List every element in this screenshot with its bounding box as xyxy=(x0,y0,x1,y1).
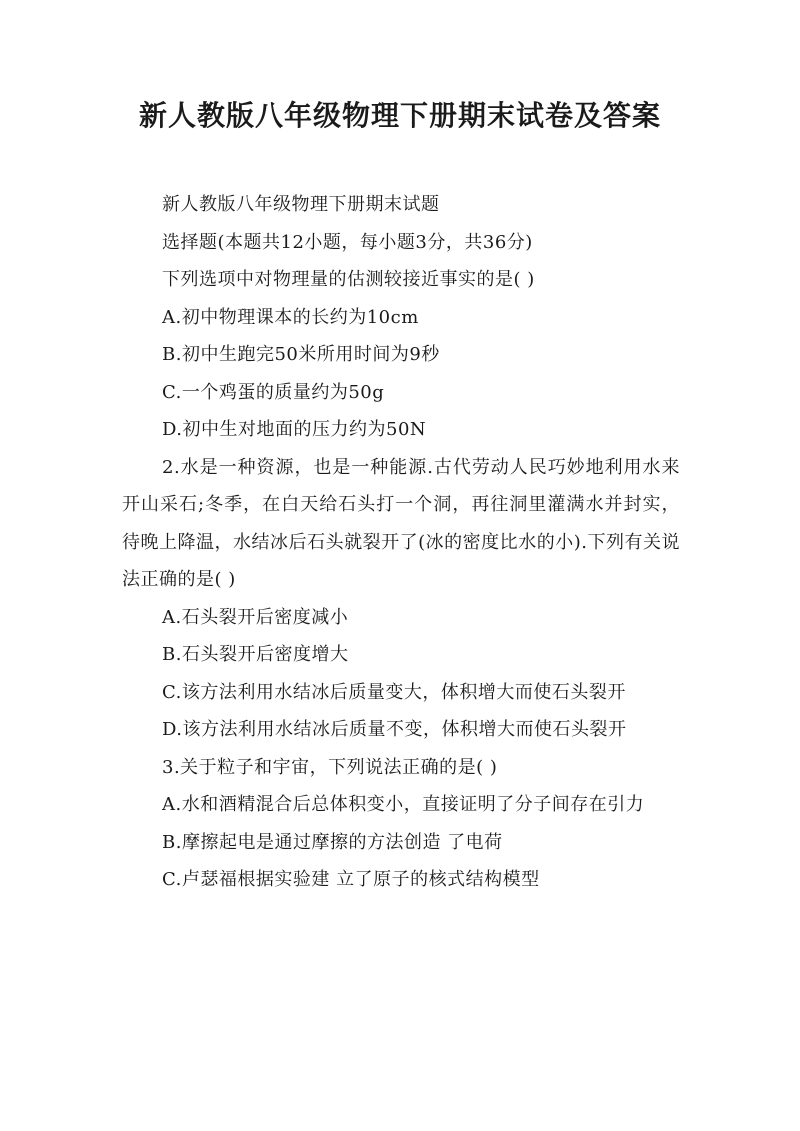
question-1-option-b: B.初中生跑完50米所用时间为9秒 xyxy=(162,344,440,365)
document-body xyxy=(122,186,680,899)
question-2-option-a: A.石头裂开后密度减小 xyxy=(162,606,349,628)
question-3-option-b: B.摩擦起电是通过摩擦的方法创造 了电荷 xyxy=(162,831,503,853)
question-1-option-a: A.初中物理课本的长约为10cm xyxy=(162,306,419,328)
question-2-option-d: D.该方法利用水结冰后质量不变，体积增大而使石头裂开 xyxy=(162,719,627,740)
question-3-stem: 3.关于粒子和宇宙，下列说法正确的是( ) xyxy=(162,756,498,778)
question-2-option-c: C.该方法利用水结冰后质量变大，体积增大而使石头裂开 xyxy=(162,681,626,703)
question-1-option-d: D.初中生对地面的压力约为50N xyxy=(162,419,427,440)
question-2-option-b: B.石头裂开后密度增大 xyxy=(162,644,349,665)
question-1-stem: 下列选项中对物理量的估测较接近事实的是( ) xyxy=(162,269,535,290)
exam-subtitle: 新人教版八年级物理下册期末试题 xyxy=(162,194,440,215)
question-3-option-c: C.卢瑟福根据实验建 立了原子的核式结构模型 xyxy=(162,869,540,890)
question-2-stem: 2.水是一种资源，也是一种能源.古代劳动人民巧妙地利用水来开山采石;冬季，在白天给石头打一个洞，再往洞里灌满水并封实，待晚上降温，水结冰后石头就裂开了(冰的密度比水的小).下列有关说法正确的是( ) xyxy=(122,456,680,590)
section-heading: 选择题(本题共12小题，每小题3分，共36分) xyxy=(162,231,533,253)
document-title: 新人教版八年级物理下册期末试卷及答案 xyxy=(138,99,661,132)
question-3-option-a: A.水和酒精混合后总体积变小，直接证明了分子间存在引力 xyxy=(162,794,645,815)
question-1-option-c: C.一个鸡蛋的质量约为50g xyxy=(162,381,385,403)
